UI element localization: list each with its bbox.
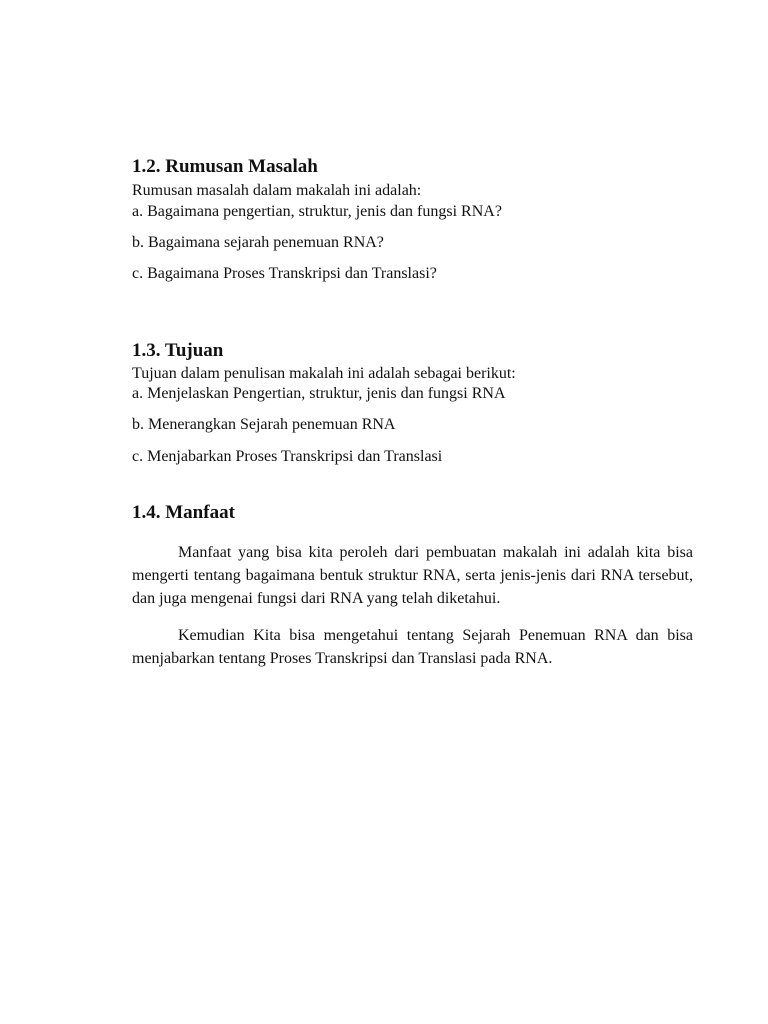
list-item-tujuan-a: a. Menjelaskan Pengertian, struktur, jenis dan fungsi RNA — [132, 385, 506, 402]
section-heading-tujuan: 1.3. Tujuan — [132, 340, 224, 361]
section-intro-rumusan-masalah: Rumusan masalah dalam makalah ini adalah: — [132, 182, 422, 199]
list-item-rumusan-c: c. Bagaimana Proses Transkripsi dan Translasi? — [132, 265, 437, 282]
paragraph-manfaat-1: Manfaat yang bisa kita peroleh dari pembuatan makalah ini adalah kita bisa mengerti tentang bagaimana bentuk struktur RNA, serta jenis-jenis dari RNA tersebut, dan juga mengenai fungsi dari RNA yang telah diketahui. — [132, 544, 693, 607]
list-item-rumusan-b: b. Bagaimana sejarah penemuan RNA? — [132, 234, 384, 251]
paragraph-manfaat-2: Kemudian Kita bisa mengetahui tentang Sejarah Penemuan RNA dan bisa menjabarkan tentang Proses Transkripsi dan Translasi pada RNA. — [132, 627, 693, 667]
list-item-rumusan-a: a. Bagaimana pengertian, struktur, jenis dan fungsi RNA? — [132, 203, 502, 220]
section-heading-rumusan-masalah: 1.2. Rumusan Masalah — [132, 156, 318, 177]
list-item-tujuan-c: c. Menjabarkan Proses Transkripsi dan Translasi — [132, 448, 443, 465]
list-item-tujuan-b: b. Menerangkan Sejarah penemuan RNA — [132, 416, 396, 433]
section-heading-manfaat: 1.4. Manfaat — [132, 502, 235, 523]
section-intro-tujuan: Tujuan dalam penulisan makalah ini adalah sebagai berikut: — [132, 365, 516, 382]
